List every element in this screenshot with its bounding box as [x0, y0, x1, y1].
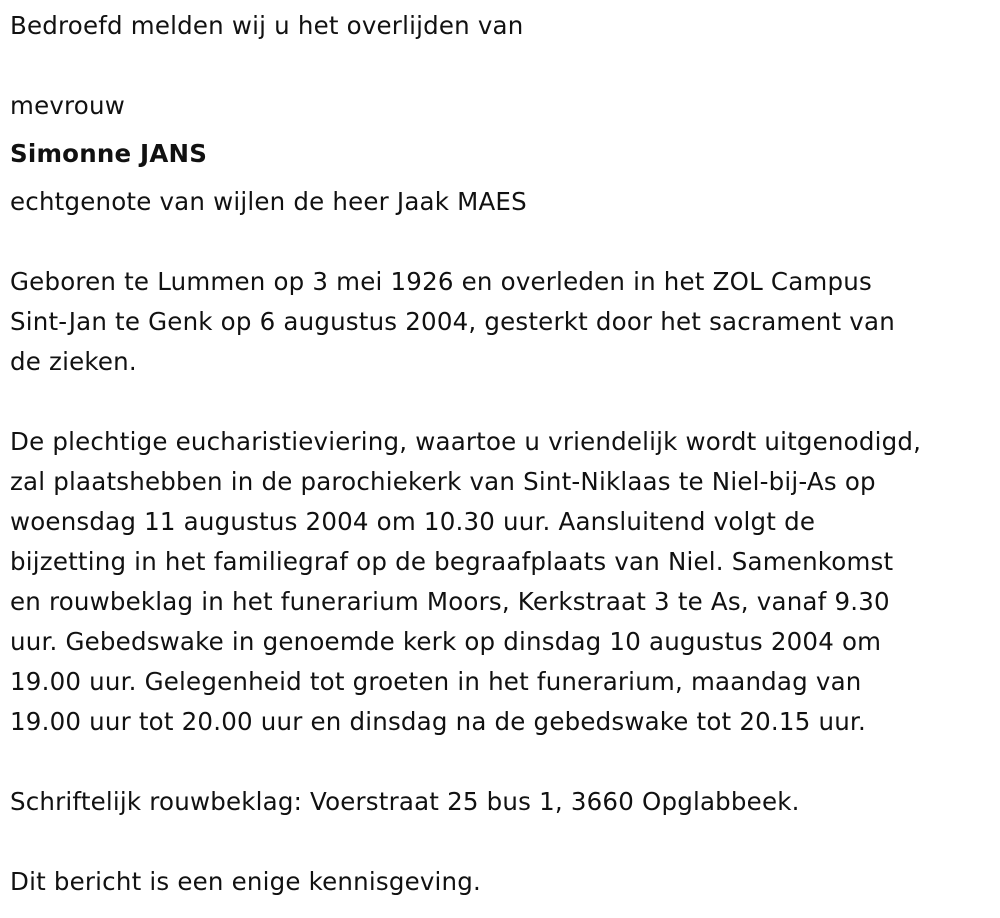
condolence-address: Schriftelijk rouwbeklag: Voerstraat 25 bus 1, 3660 Opglabbeek.	[10, 787, 800, 816]
paragraph-line: De plechtige eucharistieviering, waartoe u vriendelijk wordt uitgenodigd,	[10, 427, 922, 456]
paragraph-line: 19.00 uur. Gelegenheid tot groeten in het funerarium, maandag van	[10, 667, 862, 696]
paragraph-line: de zieken.	[10, 347, 137, 376]
paragraph-line: woensdag 11 augustus 2004 om 10.30 uur. Aansluitend volgt de	[10, 507, 816, 536]
birth-paragraph	[10, 262, 995, 382]
intro-text: Bedroefd melden wij u het overlijden van	[10, 11, 524, 40]
paragraph-line: uur. Gebedswake in genoemde kerk op dinsdag 10 augustus 2004 om	[10, 627, 882, 656]
paragraph-line: 19.00 uur tot 20.00 uur en dinsdag na de gebedswake tot 20.15 uur.	[10, 707, 866, 736]
paragraph-line: zal plaatshebben in de parochiekerk van Sint-Niklaas te Niel-bij-As op	[10, 467, 876, 496]
paragraph-line: Sint-Jan te Genk op 6 augustus 2004, gesterkt door het sacrament van	[10, 307, 895, 336]
title-prefix: mevrouw	[10, 91, 125, 120]
service-paragraph	[10, 422, 995, 742]
spouse-text: echtgenote van wijlen de heer Jaak MAES	[10, 187, 527, 216]
deceased-name: Simonne JANS	[10, 139, 208, 168]
paragraph-line: Geboren te Lummen op 3 mei 1926 en overleden in het ZOL Campus	[10, 267, 872, 296]
paragraph-line: en rouwbeklag in het funerarium Moors, Kerkstraat 3 te As, vanaf 9.30	[10, 587, 890, 616]
paragraph-line: bijzetting in het familiegraf op de begraafplaats van Niel. Samenkomst	[10, 547, 894, 576]
closing-text: Dit bericht is een enige kennisgeving.	[10, 867, 482, 896]
